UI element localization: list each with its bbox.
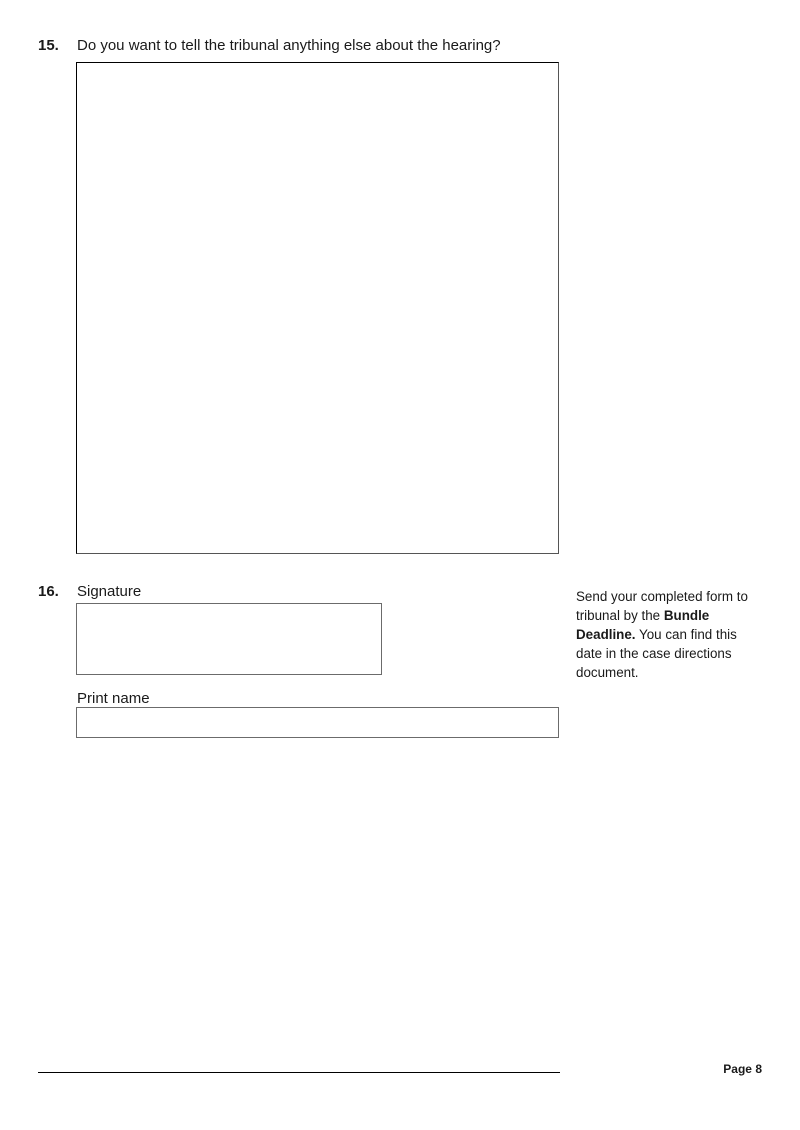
question-15-answer-field[interactable] (76, 62, 559, 554)
submission-instructions (576, 587, 766, 682)
signature-field[interactable] (76, 603, 382, 675)
question-15-text: Do you want to tell the tribunal anything else about the hearing? (77, 37, 501, 54)
instructions-text-after: You can find this date in the case directions document. (576, 627, 737, 680)
instructions-text-before: Send your completed form to tribunal by the (576, 589, 748, 623)
bundle-deadline-emphasis: Bundle Deadline. (576, 608, 710, 642)
signature-label: Signature (77, 583, 142, 600)
question-16-number: 16. (38, 583, 59, 600)
print-name-field[interactable] (76, 707, 559, 738)
question-15-number: 15. (38, 37, 59, 54)
footer-divider (38, 1072, 560, 1073)
page-number: Page 8 (723, 1062, 762, 1076)
print-name-label: Print name (77, 690, 150, 707)
